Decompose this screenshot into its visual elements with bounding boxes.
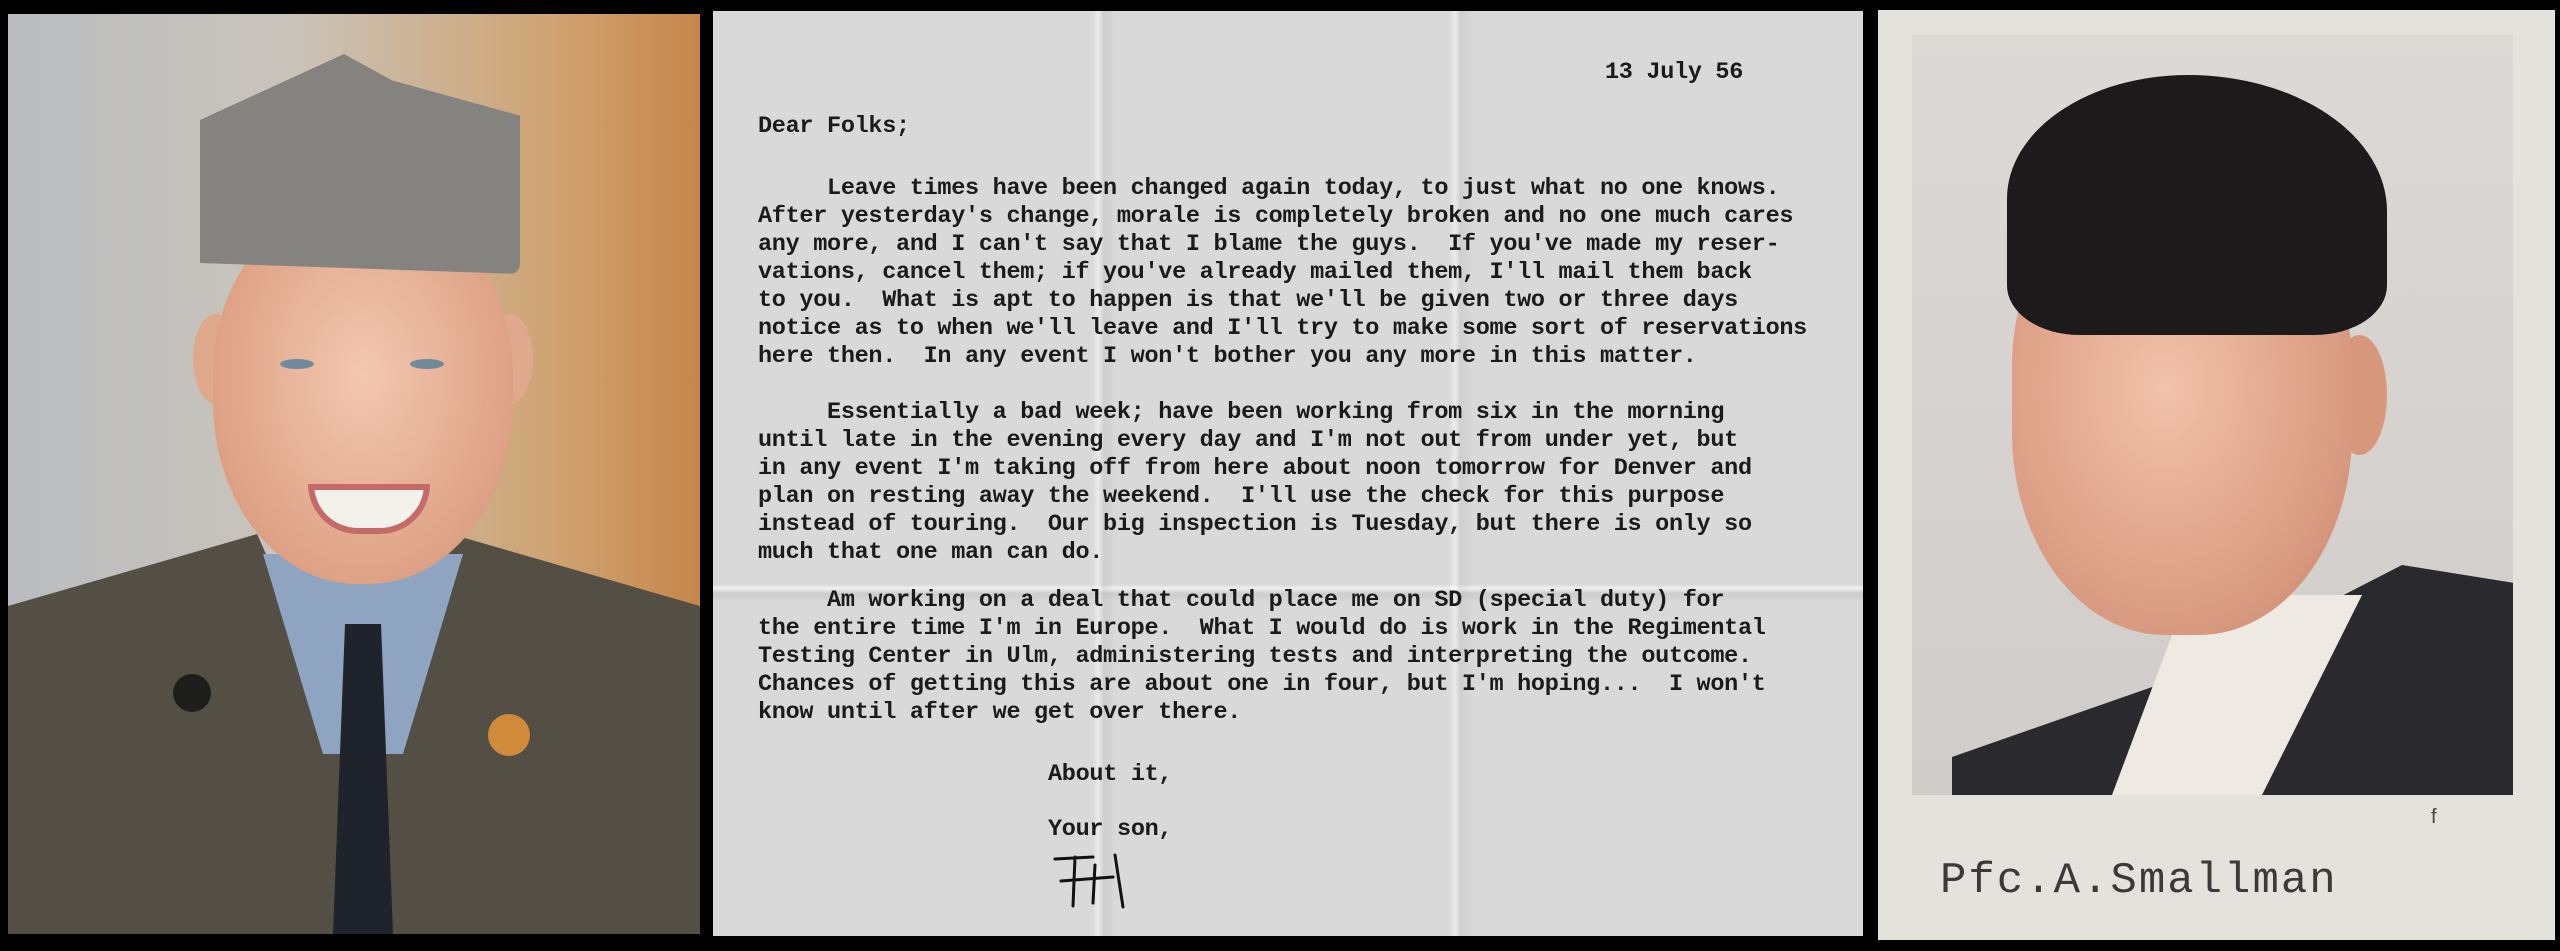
garrison-cap (200, 54, 520, 274)
text-line: vations, cancel them; if you've already mailed them, I'll mail them back (758, 259, 1752, 286)
portrait-photo (1912, 35, 2513, 795)
text-line: know until after we get over there. (758, 699, 1242, 726)
text-line: plan on resting away the weekend. I'll use the check for this purpose (758, 483, 1725, 510)
text-line: Leave times have been changed again today, to just what no one knows. (758, 175, 1780, 202)
letter-signoff: Your son, (1048, 816, 1173, 843)
letter-date: 13 July 56 (1605, 59, 1744, 86)
text-line: Essentially a bad week; have been working from six in the morning (758, 399, 1725, 426)
text-line: the entire time I'm in Europe. What I would do is work in the Regimental (758, 615, 1766, 642)
typed-letter (713, 11, 1863, 936)
text-line: notice as to when we'll leave and I'll try to make some sort of reservations (758, 315, 1807, 342)
text-line: Chances of getting this are about one in four, but I'm hoping... I won't (758, 671, 1766, 698)
text-line: Testing Center in Ulm, administering tests and interpreting the outcome. (758, 643, 1752, 670)
text-line: After yesterday's change, morale is completely broken and no one much cares (758, 203, 1794, 230)
text-line: Am working on a deal that could place me on SD (special duty) for (758, 587, 1725, 614)
text-line: here then. In any event I won't bother you any more in this matter. (758, 343, 1697, 370)
soldier-portrait-photo (8, 14, 700, 934)
handwritten-signature (1053, 851, 1133, 911)
text-line: to you. What is apt to happen is that we'll be given two or three days (758, 287, 1738, 314)
eye (280, 359, 314, 369)
text-line: in any event I'm taking off from here about noon tomorrow for Denver and (758, 455, 1752, 482)
hair (2007, 75, 2387, 335)
letter-salutation: Dear Folks; (758, 113, 910, 140)
eye (410, 359, 444, 369)
text-line: any more, and I can't say that I blame the guys. If you've made my reser- (758, 231, 1780, 258)
portrait-caption: Pfc.A.Smallman (1940, 856, 2338, 906)
collar-pin (173, 674, 211, 712)
letter-closing: About it, (1048, 761, 1173, 788)
letter-paragraph-1 (758, 175, 1858, 371)
text-line: much that one man can do. (758, 539, 1104, 566)
lapel-pin (488, 714, 530, 756)
text-line: instead of touring. Our big inspection is Tuesday, but there is only so (758, 511, 1752, 538)
letter-paragraph-3 (758, 587, 1858, 727)
card-mark: f (2431, 806, 2437, 828)
text-line: until late in the evening every day and I'm not out from under yet, but (758, 427, 1738, 454)
id-portrait-card (1878, 10, 2555, 940)
letter-paragraph-2 (758, 399, 1858, 567)
